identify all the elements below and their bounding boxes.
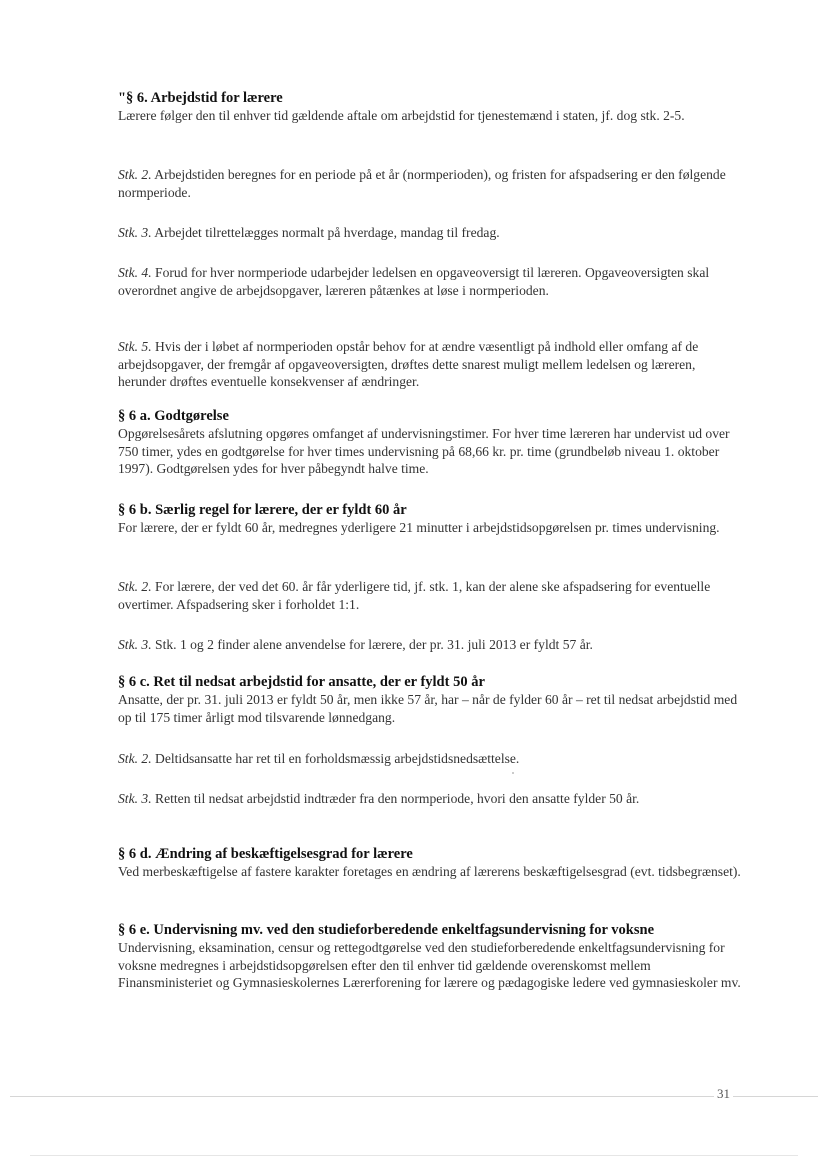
stk-label: Stk. 4. (118, 265, 152, 280)
section-6d-body: Ved merbeskæftigelse af fastere karakter foretages en ændring af lærerens beskæftigelsesgrad (evt. tidsbegrænset). (118, 864, 741, 879)
section-6c-stk2 (118, 750, 743, 768)
stk-label: Stk. 3. (118, 225, 152, 240)
stk-text: Deltidsansatte har ret til en forholdsmæssig arbejdstidsnedsættelse. (151, 751, 520, 766)
section-6b (118, 502, 743, 537)
section-6a (118, 408, 743, 478)
section-6b-body: For lærere, der er fyldt 60 år, medregnes yderligere 21 minutter i arbejdstidsopgørelsen pr. times undervisning. (118, 520, 720, 535)
section-6 (118, 90, 743, 125)
stk-text: Stk. 1 og 2 finder alene anvendelse for lærere, der pr. 31. juli 2013 er fyldt 57 år. (151, 637, 593, 652)
stk-label: Stk. 2. (118, 167, 152, 182)
bottom-rule (30, 1155, 798, 1156)
section-6b-heading: § 6 b. Særlig regel for lærere, der er fyldt 60 år (118, 502, 407, 518)
section-6-heading: "§ 6. Arbejdstid for lærere (118, 90, 283, 106)
section-6e-body: Undervisning, eksamination, censur og rettegodtgørelse ved den studieforberedende enkeltfagsundervisning for voksne medregnes i arbejdstidsopgørelsen efter den til enhver tid gældende overenskomst mellem Finansministeriet og Gymnasieskolernes Lærerforening for lærere og pædagogiske ledere ved gymnasieskoler mv. (118, 940, 741, 990)
stk-label: Stk. 2. (118, 751, 152, 766)
section-6c (118, 674, 743, 726)
stk-label: Stk. 2. (118, 579, 152, 594)
section-6e (118, 922, 743, 992)
section-6d-heading: § 6 d. Ændring af beskæftigelsesgrad for lærere (118, 846, 413, 862)
stk-text: Arbejdstiden beregnes for en periode på et år (normperioden), og fristen for afspadsering er den følgende normperiode. (118, 167, 726, 200)
section-6c-heading: § 6 c. Ret til nedsat arbejdstid for ansatte, der er fyldt 50 år (118, 674, 485, 690)
stk-text: Hvis der i løbet af normperioden opstår behov for at ændre væsentligt på indhold eller omfang af de arbejdsopgaver, der fremgår af opgaveoversigten, drøftes dette snarest muligt mellem ledelsen og læreren, herunder drøftes eventuelle konsekvenser af ændringer. (118, 339, 699, 389)
section-6-stk4 (118, 264, 743, 299)
section-6a-body: Opgørelsesårets afslutning opgøres omfanget af undervisningstimer. For hver time læreren har undervist ud over 750 timer, ydes en godtgørelse for hver times undervisning på 68,66 kr. pr. time (grundbeløb niveau 1. oktober 1997). Godtgørelsen ydes for hver påbegyndt halve time. (118, 426, 730, 476)
section-6-stk2 (118, 166, 743, 201)
section-6c-body: Ansatte, der pr. 31. juli 2013 er fyldt 50 år, men ikke 57 år, har – når de fylder 60 år – ret til nedsat arbejdstid med op til 175 timer årligt mod tilsvarende lønnedgang. (118, 692, 738, 725)
section-6e-heading: § 6 e. Undervisning mv. ved den studieforberedende enkeltfagsundervisning for voksne (118, 922, 655, 938)
section-6-body: Lærere følger den til enhver tid gældende aftale om arbejdstid for tjenestemænd i staten, jf. dog stk. 2-5. (118, 108, 685, 123)
stk-label: Stk. 3. (118, 791, 152, 806)
section-6b-stk3 (118, 636, 743, 654)
scan-speck (512, 772, 514, 774)
section-6a-heading: § 6 a. Godtgørelse (118, 408, 229, 424)
footer-rule (10, 1096, 818, 1097)
section-6-stk3 (118, 224, 743, 242)
section-6c-stk3 (118, 790, 743, 808)
stk-label: Stk. 5. (118, 339, 152, 354)
stk-text: Arbejdet tilrettelægges normalt på hverdage, mandag til fredag. (151, 225, 500, 240)
page-number: 31 (714, 1086, 733, 1102)
stk-text: Forud for hver normperiode udarbejder ledelsen en opgaveoversigt til læreren. Opgaveoversigten skal overordnet angive de arbejdsopgaver, læreren påtænkes at løse i normperioden. (118, 265, 710, 298)
stk-text: Retten til nedsat arbejdstid indtræder fra den normperiode, hvori den ansatte fylder 50 år. (151, 791, 640, 806)
section-6-stk5 (118, 338, 743, 391)
section-6b-stk2 (118, 578, 743, 613)
stk-label: Stk. 3. (118, 637, 152, 652)
section-6d (118, 846, 743, 881)
stk-text: For lærere, der ved det 60. år får yderligere tid, jf. stk. 1, kan der alene ske afspadsering for eventuelle overtimer. Afspadsering sker i forholdet 1:1. (118, 579, 711, 612)
